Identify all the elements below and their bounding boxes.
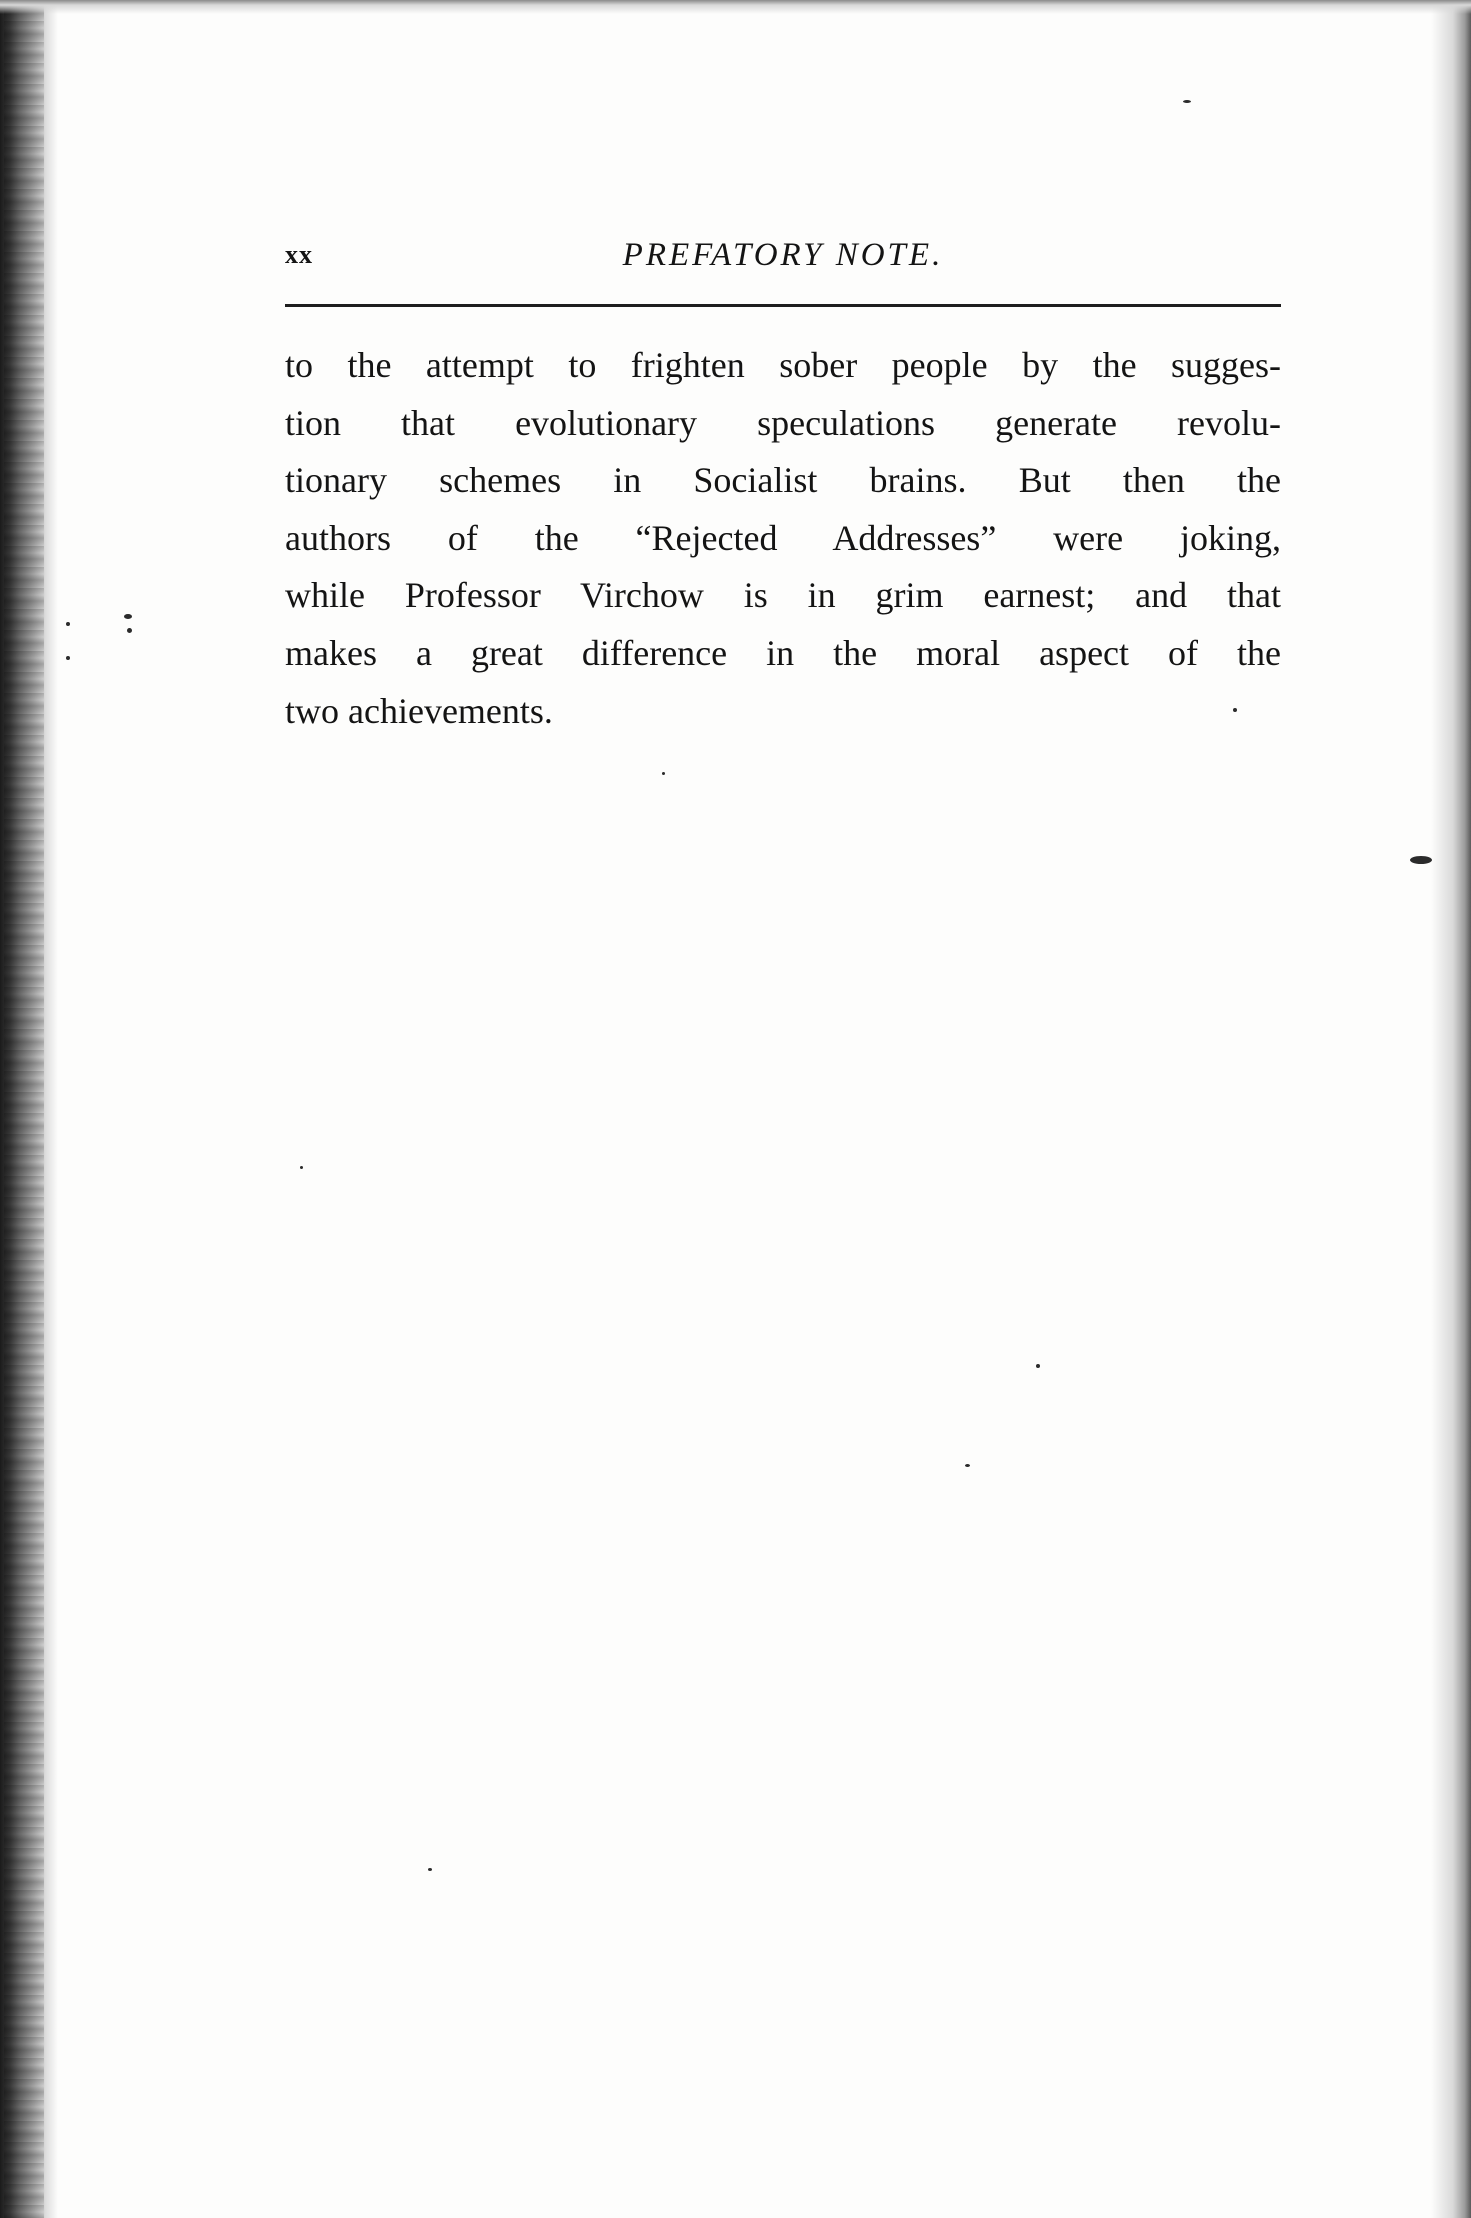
- text-line: tion that evolutionary speculations generate revolu-: [285, 402, 1281, 443]
- ink-speck: [662, 772, 665, 775]
- ink-speck: [965, 1464, 970, 1467]
- ink-speck: [1410, 856, 1432, 864]
- page-number: xx: [285, 240, 313, 269]
- ink-speck: [1183, 100, 1191, 103]
- page-edge-right: [1431, 0, 1471, 2218]
- text-line: tionary schemes in Socialist brains. But then the: [285, 460, 1281, 501]
- text-line: to the attempt to frighten sober people by the sugges-: [285, 345, 1281, 385]
- ink-speck: [300, 1166, 303, 1169]
- ink-speck: [66, 656, 70, 660]
- page-edge-top: [0, 0, 1471, 14]
- text-line: while Professor Virchow is in grim earnest; and that: [285, 575, 1281, 616]
- binding-streaks: [4, 0, 44, 2218]
- ink-speck: [66, 622, 70, 626]
- text-line: authors of the “Rejected Addresses” were joking,: [285, 517, 1281, 558]
- ink-speck: [1233, 708, 1237, 712]
- text-line: two achievements.: [285, 690, 553, 731]
- ink-speck: [1036, 1364, 1040, 1368]
- ink-speck: [124, 614, 132, 619]
- text-line: makes a great difference in the moral aspect of the: [285, 632, 1281, 673]
- header-rule: [285, 304, 1281, 307]
- page-header: [285, 232, 1281, 278]
- ink-speck: [428, 1868, 432, 1871]
- body-paragraph: [285, 337, 1281, 740]
- ink-speck: [127, 628, 132, 633]
- running-title: PREFATORY NOTE.: [622, 237, 944, 273]
